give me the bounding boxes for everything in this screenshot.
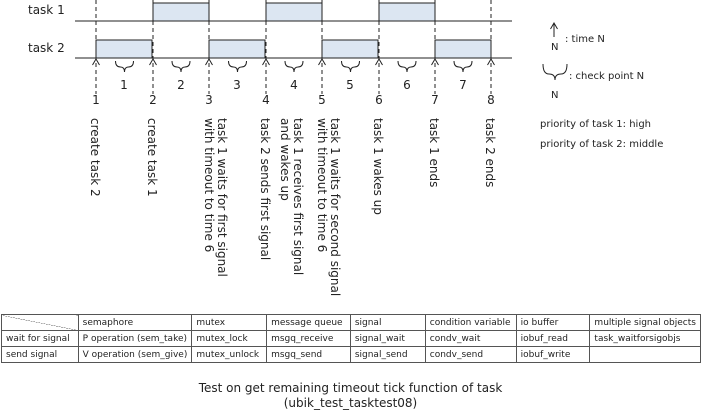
table-cell: iobuf_write [516,347,590,363]
event-label [371,118,385,215]
table-row [2,347,701,363]
legend-check-mark: N [551,90,559,101]
time-label: 6 [375,93,383,107]
event-line: task 1 ends [427,118,441,188]
time-label: 1 [92,93,100,107]
table-cell: mutex_lock [192,331,267,347]
event-line: with timeout to time 6 [315,118,329,253]
event-label [258,118,272,260]
checkpoint-label: 7 [459,78,467,92]
caption-subtitle: (ubik_test_tasktest08) [283,396,418,410]
row-label: wait for signal [2,331,79,347]
event-line: with timeout to time 6 [202,118,216,253]
time-numbers [92,93,495,107]
legend-check-text: : check point N [569,71,645,82]
checkpoint-braces [116,61,473,72]
event-line: task 1 wakes up [371,118,385,215]
checkpoint-brace-icon [116,61,134,72]
checkpoint-brace-icon [172,61,190,72]
task-blocks [96,3,491,58]
checkpoint-label: 2 [177,78,185,92]
event-labels [88,118,497,300]
table-cell: mutex_unlock [192,347,267,363]
task-2-label: task 2 [28,41,65,55]
priority-task-1: priority of task 1: high [540,119,652,130]
event-label [278,118,305,279]
checkpoint-label: 6 [403,78,411,92]
table-corner-cell [2,315,79,331]
table-header: mutex [192,315,267,331]
task-2-block [209,40,265,58]
table-header: semaphore [78,315,192,331]
legend [540,23,663,150]
event-line: task 1 waits for second signal [328,118,342,297]
priority-task-2: priority of task 2: middle [540,139,664,150]
checkpoint-label: 3 [233,78,241,92]
event-line: task 1 receives first signal [291,118,305,276]
table-header-row [2,315,701,331]
event-label [483,118,497,187]
table-row [2,331,701,347]
event-label [315,118,342,300]
task-1-block [266,3,322,21]
table-cell: iobuf_read [516,331,590,347]
event-line: and wakes up [278,118,292,201]
table-cell: condv_send [425,347,516,363]
checkpoint-numbers [120,78,467,92]
event-label [202,118,229,281]
table-cell: P operation (sem_take) [78,331,192,347]
table-header: signal [350,315,425,331]
caption-title: Test on get remaining timeout tick function of task [198,381,503,395]
table-header: condition variable [425,315,516,331]
table-cell [590,347,701,363]
checkpoint-label: 5 [346,78,354,92]
event-line: task 2 sends first signal [258,118,272,261]
checkpoint-brace-icon [454,61,472,72]
time-label: 7 [431,93,439,107]
time-label: 8 [487,93,495,107]
event-label [145,118,159,197]
event-line: task 2 ends [483,118,497,188]
time-label: 2 [149,93,157,107]
legend-time-mark: N [551,42,559,53]
checkpoint-brace-icon [285,61,303,72]
checkpoint-label: 4 [290,78,298,92]
checkpoint-brace-icon [398,61,416,72]
task-2-block [435,40,491,58]
task-1-block [153,3,209,21]
event-line: create task 2 [88,118,102,197]
signal-functions-table [1,314,701,363]
event-line: task 1 waits for first signal [215,118,229,277]
table-header: multiple signal objects [590,315,701,331]
table-cell: V operation (sem_give) [78,347,192,363]
event-line: create task 1 [145,118,159,197]
event-label [88,118,102,197]
table-cell: signal_wait [350,331,425,347]
time-label: 5 [318,93,326,107]
checkpoint-brace-icon [342,61,360,72]
table-header: message queue [267,315,351,331]
time-label: 4 [262,93,270,107]
time-label: 3 [205,93,213,107]
task-1-label: task 1 [28,3,65,17]
table-cell: condv_wait [425,331,516,347]
task-2-block [96,40,152,58]
table-header: io buffer [516,315,590,331]
table-cell: signal_send [350,347,425,363]
task-1-block [379,3,435,21]
table-cell: msgq_receive [267,331,351,347]
row-label: send signal [2,347,79,363]
legend-time-text: : time N [565,34,605,45]
task-2-block [322,40,378,58]
checkpoint-label: 1 [120,78,128,92]
table-cell: msgq_send [267,347,351,363]
checkpoint-brace-icon [229,61,247,72]
event-label [427,118,441,187]
legend-brace-icon [543,64,567,80]
table-cell: task_waitforsigobjs [590,331,701,347]
